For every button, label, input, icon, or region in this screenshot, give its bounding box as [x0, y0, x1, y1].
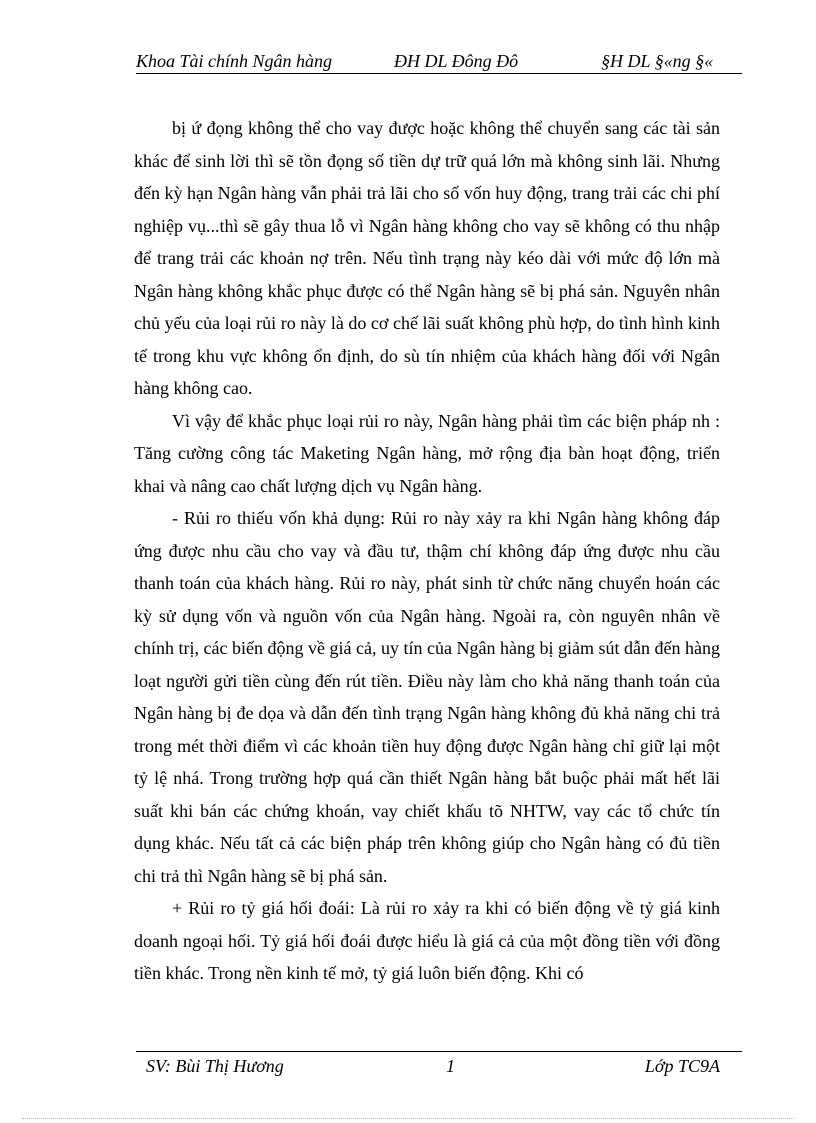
header-university-encoded: §H DL §«ng §« [601, 51, 714, 71]
footer-class: Lớp TC9A [644, 1056, 720, 1076]
paragraph-liquidity-surplus: bị ứ đọng không thể cho vay được hoặc không thể chuyển sang các tài sản khác để sinh lời thì sẽ tồn đọng số tiền dự trữ quá lớn mà không sinh lãi. Nhưng đến kỳ hạn Ngân hàng vẫn phải trả lãi cho số vốn huy động, trang trải các chi phí nghiệp vụ...thì sẽ gây thua lỗ vì Ngân hàng không cho vay sẽ không có thu nhập để trang trải các khoản nợ trên. Nếu tình trạng này kéo dài với mức độ lớn mà Ngân hàng không khắc phục được có thể Ngân hàng sẽ bị phá sản. Nguyên nhân chủ yếu của loại rủi ro này là do cơ chế lãi suất không phù hợp, do tình hình kinh tế trong khu vực không ổn định, do sù tín nhiệm của khách hàng đối với Ngân hàng không cao. [134, 118, 720, 398]
page-edge-divider [22, 1118, 794, 1119]
footer-student: SV: Bùi Thị Hương [146, 1056, 284, 1076]
paragraph-liquidity-shortage: - Rủi ro thiếu vốn khả dụng: Rủi ro này xảy ra khi Ngân hàng không đáp ứng được nhu cầu cho vay và đầu tư, thậm chí không đáp ứng được nhu cầu thanh toán của khách hàng. Rủi ro này, phát sinh từ chức năng chuyển hoán các kỳ sử dụng vốn và nguồn vốn của Ngân hàng. Ngoài ra, còn nguyên nhân về chính trị, các biến động về giá cả, uy tín của Ngân hàng bị giảm sút dẫn đến hàng loạt người gửi tiền cùng đến rút tiền. Điều này làm cho khả năng thanh toán của Ngân hàng bị đe dọa và dẫn đến tình trạng Ngân hàng không đủ khả năng chi trả trong mét thời điểm vì các khoản tiền huy động được Ngân hàng chỉ giữ lại một tỷ lệ nhá. Trong trường hợp quá cần thiết Ngân hàng bắt buộc phải mất hết lãi suất khi bán các chứng khoán, vay chiết khấu tõ NHTW, vay các tổ chức tín dụng khác. Nếu tất cả các biện pháp trên không giúp cho Ngân hàng có đủ tiền chi trả thì Ngân hàng sẽ bị phá sản. [134, 508, 720, 886]
paragraph-exchange-rate-risk: + Rủi ro tỷ giá hối đoái: Là rủi ro xảy ra khi có biến động về tỷ giá kinh doanh ngoại hối. Tỷ giá hối đoái được hiểu là giá cả của một đồng tiền với đồng tiền khác. Trong nền kinh tế mở, tỷ giá luôn biến động. Khi có [134, 898, 720, 983]
page-header [136, 49, 742, 74]
footer-page-number: 1 [446, 1056, 455, 1076]
paragraph-remedy: Vì vậy để khắc phục loại rủi ro này, Ngân hàng phải tìm các biện pháp nh : Tăng cường công tác Maketing Ngân hàng, mở rộng địa bàn hoạt động, triển khai và nâng cao chất lượng dịch vụ Ngân hàng. [134, 410, 720, 496]
body-text [134, 112, 720, 990]
header-university: ĐH DL Đông Đô [394, 51, 519, 71]
page-footer [136, 1051, 742, 1078]
header-faculty: Khoa Tài chính Ngân hàng [136, 51, 333, 71]
